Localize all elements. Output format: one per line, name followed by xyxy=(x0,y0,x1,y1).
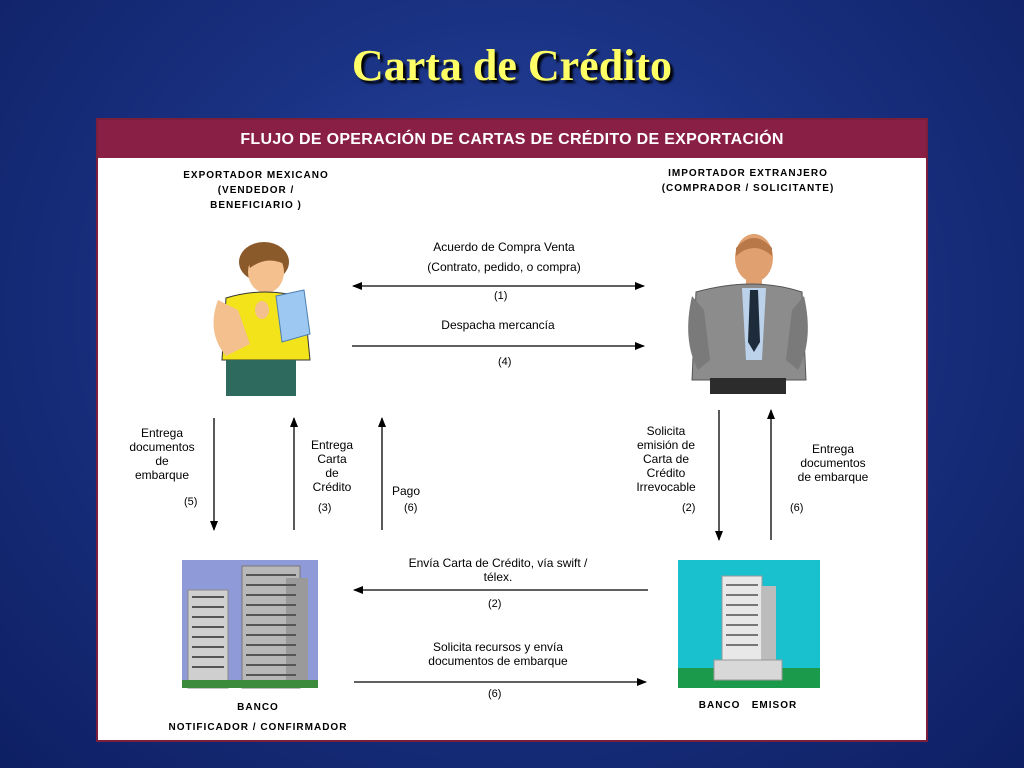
deliver-letter-step-number: (3) xyxy=(318,502,332,514)
exporter-woman-icon xyxy=(214,242,311,396)
agreement-label: Acuerdo de Compra Venta (Contrato, pedido, o compra) xyxy=(427,240,581,274)
notifying-bank-building-icon xyxy=(182,560,318,688)
exporter-label: EXPORTADOR MEXICANO (VENDEDOR / BENEFICIARIO ) xyxy=(183,170,329,211)
deliver-docs-left-label: Entrega documentos de embarque xyxy=(129,426,195,482)
deliver-letter-label: Entrega Carta de Crédito xyxy=(310,438,354,494)
request-funds-label: Solicita recursos y envía documentos de embarque xyxy=(428,640,568,668)
agreement-step-number: (1) xyxy=(494,290,508,302)
importer-man-icon xyxy=(688,234,808,394)
slide-title: Carta de Crédito xyxy=(351,41,673,90)
payment-label: Pago xyxy=(392,484,421,498)
request-funds-step-number: (6) xyxy=(488,688,502,700)
diagram-frame xyxy=(96,118,928,742)
deliver-docs-right-step-number: (6) xyxy=(790,502,804,514)
request-issuance-step-number: (2) xyxy=(682,502,696,514)
payment-step-number: (6) xyxy=(404,502,418,514)
request-issuance-label: Solicita emisión de Carta de Crédito Irrevocable xyxy=(636,424,696,494)
dispatch-label: Despacha mercancía xyxy=(441,318,555,332)
deliver-docs-left-step-number: (5) xyxy=(184,496,198,508)
dispatch-step-number: (4) xyxy=(498,356,512,368)
notifying-bank-label: BANCO NOTIFICADOR / CONFIRMADOR xyxy=(168,702,348,733)
send-letter-label: Envía Carta de Crédito, vía swift / télex. xyxy=(408,556,588,584)
deliver-docs-right-label: Entrega documentos de embarque xyxy=(797,442,869,484)
importer-label: IMPORTADOR EXTRANJERO (COMPRADOR / SOLICITANTE) xyxy=(661,168,835,194)
issuing-bank-building-icon xyxy=(678,560,820,688)
send-letter-step-number: (2) xyxy=(488,598,502,610)
issuing-bank-label: BANCO EMISOR xyxy=(698,700,798,711)
diagram-header: FLUJO DE OPERACIÓN DE CARTAS DE CRÉDITO DE EXPORTACIÓN xyxy=(98,120,926,158)
